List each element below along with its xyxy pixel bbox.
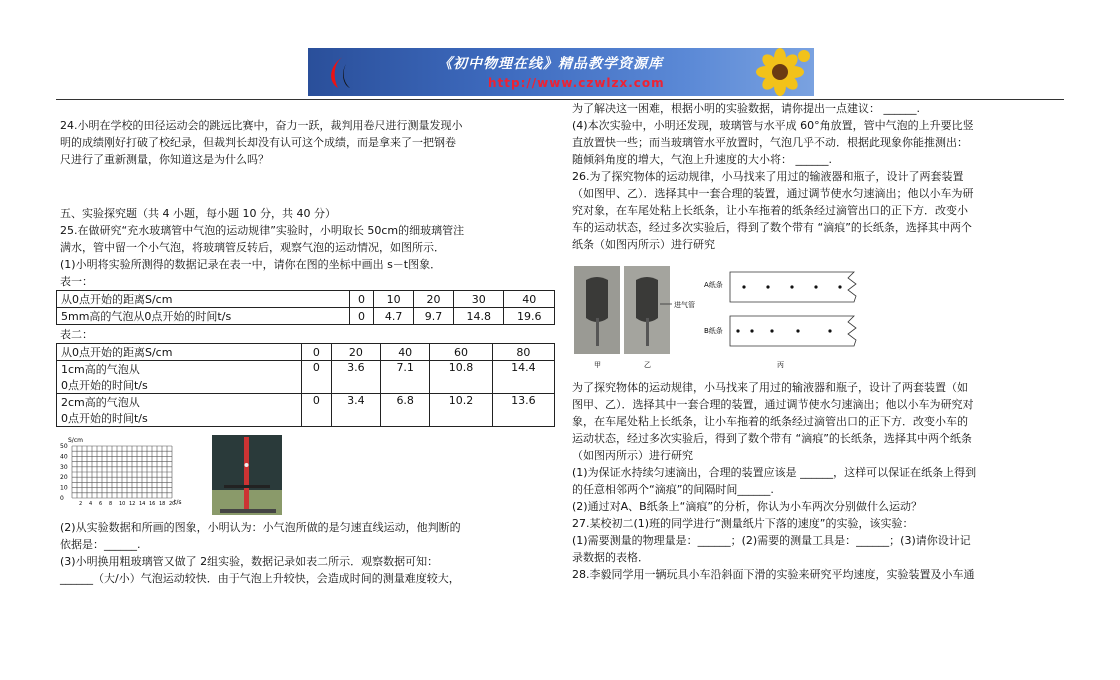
text-line: 尺进行了重新测量，你知道这是为什么吗？ xyxy=(60,153,269,166)
drip-mark xyxy=(736,329,739,332)
text-line: (2)从实验数据和所画的图象，小明认为：小气泡所做的是匀速直线运动，他判断的 xyxy=(60,521,461,534)
drip-mark xyxy=(742,285,745,288)
table-row xyxy=(57,361,555,394)
sunflower-icon xyxy=(740,48,812,96)
y-tick-label: 10 xyxy=(60,484,68,492)
text-line: 27.某校初二(1)班的同学进行“测量纸片下落的速度”的实验，该实验： xyxy=(572,517,914,530)
table-cell: 3.6 xyxy=(331,361,380,394)
table-cell: 0 xyxy=(350,308,374,325)
table-row xyxy=(57,291,555,308)
table-cell: 40 xyxy=(381,344,430,361)
table-cell: 20 xyxy=(414,291,454,308)
table-cell: 19.6 xyxy=(504,308,555,325)
text-line: 26.为了探究物体的运动规律，小马找来了用过的输液器和瓶子，设计了两套装置 xyxy=(572,170,964,183)
drip-mark xyxy=(828,329,831,332)
section-heading: 五、实验探究题（共 4 小题，每小题 10 分，共 40 分） xyxy=(60,207,336,220)
table-cell: 0 xyxy=(302,394,332,427)
table-cell: 0 xyxy=(350,291,374,308)
table-row xyxy=(57,394,555,427)
table-row xyxy=(57,344,555,361)
table-cell: 60 xyxy=(430,344,492,361)
text-line: 随倾斜角度的增大，气泡上升速度的大小将： ______. xyxy=(572,153,832,166)
table2 xyxy=(56,343,555,427)
table-cell: 0 xyxy=(302,361,332,394)
drip-mark xyxy=(790,285,793,288)
table-cell: 3.4 xyxy=(331,394,380,427)
table-cell: 9.7 xyxy=(414,308,454,325)
site-logo-icon xyxy=(316,52,366,92)
graph-x-label: t/s xyxy=(174,499,182,506)
q24-text xyxy=(60,117,463,168)
x-tick-label: 18 xyxy=(159,501,166,507)
drip-mark xyxy=(796,329,799,332)
drip-mark xyxy=(770,329,773,332)
text-line: 纸条（如图丙所示）进行研究 xyxy=(572,238,715,251)
text-line: 运动状态，经过多次实验后，得到了数个带有 “滴痕”的长纸条，选择其中两个纸条 xyxy=(572,432,972,445)
text-line: （如图丙所示）进行研究 xyxy=(572,449,693,462)
text-line: 车的运动状态，经过多次实验后，得到了数个带有 “滴痕”的长纸条，选择其中两个 xyxy=(572,221,972,234)
y-tick-label: 50 xyxy=(60,443,68,450)
cell-line: 0点开始的时间t/s xyxy=(61,412,148,425)
table-cell: 14.4 xyxy=(492,361,554,394)
table1 xyxy=(56,290,555,325)
text-line: 24.小明在学校的田径运动会的跳远比赛中，奋力一跃，裁判用卷尺进行测量发现小 xyxy=(60,119,463,132)
text-line: 为了探究物体的运动规律，小马找来了用过的输液器和瓶子，设计了两套装置（如 xyxy=(572,381,968,394)
text-line: 依据是：______. xyxy=(60,538,141,551)
x-tick-label: 16 xyxy=(149,501,156,507)
figure-label-yi: 乙 xyxy=(644,361,651,369)
cell-line: 1cm高的气泡从 xyxy=(61,363,140,376)
text-line: 25.在做研究“充水玻璃管中气泡的运动规律”实验时，小明取长 50cm的细玻璃管注 xyxy=(60,224,465,237)
cell-line: 2cm高的气泡从 xyxy=(61,396,140,409)
figure-label-jia: 甲 xyxy=(594,361,601,369)
strip-b-label: B纸条 xyxy=(704,327,723,335)
q25b-text xyxy=(60,519,461,587)
table2-label: 表二： xyxy=(60,328,93,341)
text-line: 明的成绩刚好打破了校纪录，但裁判长却没有认可这个成绩，而是拿来了一把钢卷 xyxy=(60,136,456,149)
text-line: ______（大/小）气泡运动较快．由于气泡上升较快，会造成时间的测量难度较大， xyxy=(60,572,460,585)
table-cell: 10.2 xyxy=(430,394,492,427)
x-tick-label: 12 xyxy=(129,501,136,507)
text-line: 象，在车尾处粘上长纸条，让小车拖着的纸条经过滴管出口的正下方．改变小车的 xyxy=(572,415,968,428)
x-tick-label: 14 xyxy=(139,501,146,507)
text-line: (2)通过对A、B纸条上“滴痕”的分析，你认为小车两次分别做什么运动？ xyxy=(572,500,923,513)
text-line: 究对象，在车尾处粘上长纸条，让小车拖着的纸条经过滴管出口的正下方．改变小 xyxy=(572,204,968,217)
drip-mark xyxy=(838,285,841,288)
graph-y-label: S/cm xyxy=(68,437,83,444)
y-tick-label: 20 xyxy=(60,474,68,482)
text-line: 为了解决这一困难，根据小明的实验数据，请你提出一点建议： ______. xyxy=(572,102,920,115)
st-graph-grid xyxy=(58,434,188,516)
table-cell xyxy=(57,361,302,394)
banner-url[interactable]: http://www.czwlzx.com xyxy=(488,76,665,90)
text-line: 直放置快一些；而当玻璃管水平放置时，气泡几乎不动．根据此现象你能推测出： xyxy=(572,136,968,149)
pipe-label: 进气管 xyxy=(674,301,695,309)
text-line: 图甲、乙）．选择其中一套合理的装置，通过调节使水匀速滴出；他以小车为研究对 xyxy=(572,398,974,411)
table-cell: 6.8 xyxy=(381,394,430,427)
x-tick-label: 2 xyxy=(79,501,83,507)
strip-a-label: A纸条 xyxy=(704,281,723,289)
text-line: 的任意相邻两个“滴痕”的间隔时间______. xyxy=(572,483,774,496)
y-tick-label: 0 xyxy=(60,495,64,502)
table-cell: 20 xyxy=(331,344,380,361)
table1-label: 表一： xyxy=(60,275,93,288)
x-tick-label: 6 xyxy=(99,501,103,507)
paper-strip-b xyxy=(730,316,856,346)
q26b-text xyxy=(572,379,976,583)
drip-mark xyxy=(814,285,817,288)
table-cell: 10.8 xyxy=(430,361,492,394)
right-top-text xyxy=(572,100,974,168)
text-line: (1)需要测量的物理量是：______；(2)需要的测量工具是：______；(3)请你设计记 xyxy=(572,534,971,547)
text-line: (4)本次实验中，小明还发现，玻璃管与水平成 60°角放置，管中气泡的上升要比竖 xyxy=(572,119,974,132)
q26-text xyxy=(572,168,974,253)
text-line: 满水，管中留一个小气泡，将玻璃管反转后，观察气泡的运动情况，如图所示． xyxy=(60,241,445,254)
table-cell: 从0点开始的距离S/cm xyxy=(57,291,350,308)
cell-line: 0点开始的时间t/s xyxy=(61,379,148,392)
table-row xyxy=(57,308,555,325)
table-cell: 14.8 xyxy=(453,308,503,325)
y-tick-label: 30 xyxy=(60,463,68,471)
table-cell: 0 xyxy=(302,344,332,361)
text-line: (1)小明将实验所测得的数据记录在表一中，请你在图的坐标中画出 s－t图象． xyxy=(60,258,442,271)
text-line: (3)小明换用粗玻璃管又做了 2组实验，数据记录如表二所示．观察数据可知： xyxy=(60,555,439,568)
table-cell xyxy=(57,394,302,427)
glass-tube-photo xyxy=(212,435,282,515)
table-cell: 4.7 xyxy=(374,308,414,325)
x-tick-label: 4 xyxy=(89,501,93,507)
table-cell: 从0点开始的距离S/cm xyxy=(57,344,302,361)
y-tick-label: 40 xyxy=(60,453,68,461)
text-line: 录数据的表格． xyxy=(572,551,649,564)
table-cell: 40 xyxy=(504,291,555,308)
banner-title: 《初中物理在线》精品教学资源库 xyxy=(438,56,663,72)
x-tick-label: 8 xyxy=(109,501,113,507)
x-tick-label: 10 xyxy=(119,501,126,507)
table-cell: 10 xyxy=(374,291,414,308)
table-cell: 13.6 xyxy=(492,394,554,427)
figure-label-bing: 丙 xyxy=(777,361,784,369)
drip-mark xyxy=(766,285,769,288)
drip-mark xyxy=(750,329,753,332)
table-cell: 80 xyxy=(492,344,554,361)
q25-text xyxy=(60,222,464,273)
text-line: 28.李毅同学用一辆玩具小车沿斜面下滑的实验来研究平均速度，实验装置及小车通 xyxy=(572,568,975,581)
table-cell: 7.1 xyxy=(381,361,430,394)
text-line: (1)为保证水持续匀速滴出，合理的装置应该是 ______，这样可以保证在纸条上得到 xyxy=(572,466,977,479)
header-banner xyxy=(308,48,814,96)
table-cell: 30 xyxy=(453,291,503,308)
drip-experiment-figure xyxy=(572,264,882,372)
table-cell: 5mm高的气泡从0点开始的时间t/s xyxy=(57,308,350,325)
text-line: （如图甲、乙）．选择其中一套合理的装置，通过调节使水匀速滴出；他以小车为研 xyxy=(572,187,974,200)
x-tick-label: 20 xyxy=(169,501,176,507)
